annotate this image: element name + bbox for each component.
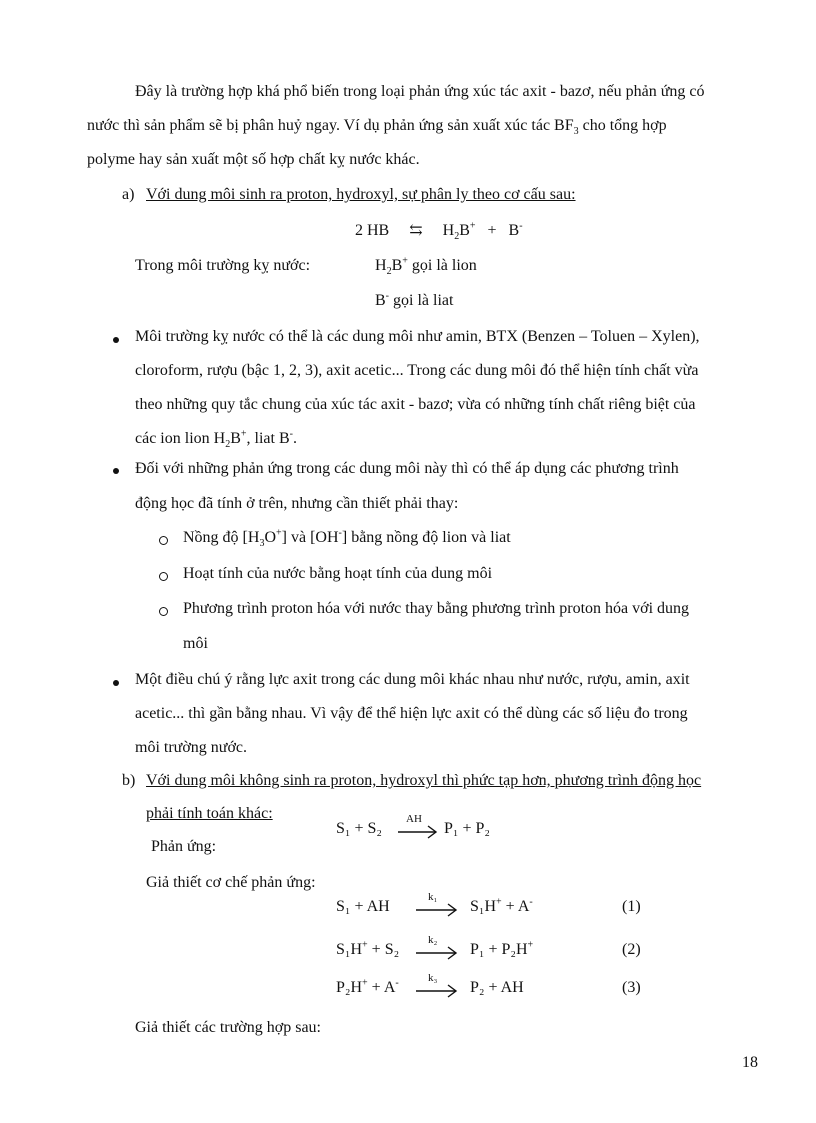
bullet-3-line3: môi trường nước. (135, 739, 248, 756)
bullet-3-line2: acetic... thì gần bằng nhau. Vì vậy để thể hiện lực axit có thể dùng các số liệu đo trong (135, 705, 688, 722)
sub-bullet-3-circle (159, 607, 168, 616)
sub-bullet-2: Hoạt tính của nước bằng hoạt tính của dung môi (183, 565, 493, 582)
section-b-heading-line1: Với dung môi không sinh ra proton, hydroxyl thì phức tạp hơn, phương trình động học (146, 772, 702, 789)
page-number: 18 (742, 1054, 758, 1071)
main-reaction-arrow (398, 825, 438, 839)
sub-bullet-3-line2: môi (183, 635, 208, 652)
main-reaction-right: P₁ + P₂ (444, 820, 490, 837)
para1-line1: Đây là trường hợp khá phổ biến trong loại phản ứng xúc tác axit - bazơ, nếu phản ứng có (135, 83, 705, 100)
step-1-left: S₁ + AH (336, 898, 390, 915)
step-2-number: (2) (622, 941, 641, 958)
section-b-marker: b) (122, 772, 136, 789)
step-2-right: P₁ + P₂H+ (470, 939, 534, 958)
sub-bullet-2-circle (159, 572, 168, 581)
para1-line2: nước thì sản phẩm sẽ bị phân huỷ ngay. Ví dụ phản ứng sản xuất xúc tác $BF_3$ cho tổng hợp (87, 117, 667, 138)
bullet-2-dot (113, 468, 119, 474)
step-1-arrow (416, 903, 458, 917)
equation-dissociation: 2 HB ⇆ $H_2B^+ + B^-$ (355, 220, 523, 243)
step-2-left: S₁H+ + S₂ (336, 939, 400, 958)
bullet-3-line1: Một điều chú ý rằng lực axit trong các dung môi khác nhau như nước, rượu, amin, axit (135, 671, 690, 688)
main-reaction-left: S₁ + S₂ (336, 820, 382, 837)
reaction-label: Phản ứng: (151, 838, 217, 855)
step-2-arrow (416, 946, 458, 960)
sub-bullet-1: Nồng độ $[H_3O^+]$ và [OH-] bằng nồng độ lion và liat (183, 527, 511, 550)
step-3-number: (3) (622, 979, 641, 996)
para1-line3: polyme hay sản xuất một số hợp chất kỵ nước khác. (87, 151, 420, 168)
section-a-marker: a) (122, 186, 135, 203)
sub-bullet-3-line1: Phương trình proton hóa với nước thay bằng phương trình proton hóa với dung (183, 600, 690, 617)
step-1-number: (1) (622, 898, 641, 915)
step-3-left: P₂H+ + A- (336, 977, 399, 996)
lion-definition: $H_2B^+$ gọi là lion (375, 255, 477, 278)
mechanism-label: Giả thiết cơ chế phản ứng: (146, 874, 316, 891)
bullet-1-line1: Môi trường kỵ nước có thể là các dung môi như amin, BTX (Benzen – Toluen – Xylen), (135, 328, 700, 345)
sub-bullet-1-circle (159, 536, 168, 545)
bullet-2-line2: động học đã tính ở trên, nhưng cần thiết phải thay: (135, 495, 459, 512)
step-2-rate-constant: k₂ (428, 934, 438, 946)
cases-label: Giả thiết các trường hợp sau: (135, 1019, 321, 1036)
bullet-3-dot (113, 680, 119, 686)
bullet-1-line2: cloroform, rượu (bậc 1, 2, 3), axit acetic... Trong các dung môi đó thể hiện tính chất vừa (135, 362, 699, 379)
main-reaction-catalyst: AH (406, 813, 422, 825)
step-3-arrow (416, 984, 458, 998)
environment-label: Trong môi trường kỵ nước: (135, 257, 311, 274)
bullet-1-line4: các ion lion $H_2B^+$, liat B-. (135, 428, 297, 451)
step-1-right: S₁H+ + A- (470, 896, 533, 915)
section-a-heading: Với dung môi sinh ra proton, hydroxyl, sự phân ly theo cơ cấu sau: (146, 186, 576, 203)
liat-definition: B- gọi là liat (375, 290, 454, 309)
step-3-rate-constant: k₃ (428, 972, 438, 984)
bullet-1-dot (113, 337, 119, 343)
bullet-2-line1: Đối với những phản ứng trong các dung môi này thì có thể áp dụng các phương trình (135, 460, 679, 477)
step-3-right: P₂ + AH (470, 979, 524, 996)
section-b-heading-line2: phải tính toán khác: (146, 805, 273, 822)
step-1-rate-constant: k₁ (428, 891, 438, 903)
bullet-1-line3: theo những quy tắc chung của xúc tác axit - bazơ; vừa có những tính chất riêng biệt của (135, 396, 696, 413)
